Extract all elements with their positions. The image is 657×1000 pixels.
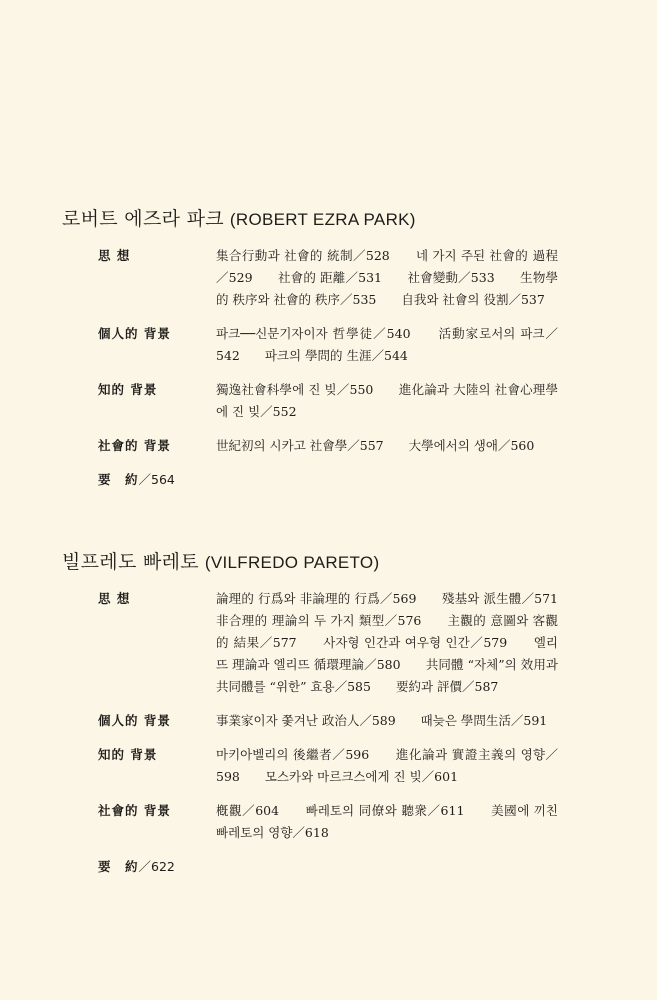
section-park (62, 204, 562, 491)
entry-text: 파크──신문기자이자 哲學徒／540 活動家로서의 파크／542 파크의 學問的 生涯／544 (216, 326, 558, 363)
entry-label: 知的 背景 (98, 747, 158, 762)
entry-label: 個人的 背景 (98, 713, 171, 728)
entry-text: 마키아벨리의 後繼者／596 進化論과 實證主義의 영향／598 모스카와 마르크스에게 진 빚／601 (216, 747, 558, 784)
entry-text: 集合行動과 社會的 統制／528 네 가지 주된 社會的 過程／529 社會的 距離／531 社會變動／533 生物學的 秩序와 社會的 秩序／535 自我와 社會의 役割／537 (216, 248, 558, 307)
summary-page: ／622 (138, 859, 175, 874)
section-title-korean: 로버트 에즈라 파크 (62, 208, 224, 230)
entry-summary (98, 856, 562, 878)
entry-text: 獨逸社會科學에 진 빚／550 進化論과 大陸의 社會心理學에 진 빚／552 (216, 382, 558, 419)
entry-label: 社會的 背景 (98, 438, 171, 453)
entry-text: 論理的 行爲와 非論理的 行爲／569 殘基와 派生體／571 非合理的 理論의 두 가지 類型／576 主觀的 意圖와 客觀的 結果／577 사자형 인간과 여우형 인간／579 엘리뜨 理論과 엘리뜨 循環理論／580 共同體 “자체”의 效用과 共同體를 “위한” 효용／585 要約과 評價／587 (216, 591, 584, 694)
entry-thought (62, 588, 584, 698)
section-pareto (62, 547, 584, 878)
entry-label: 知的 背景 (98, 382, 158, 397)
entry-label: 社會的 背景 (98, 803, 171, 818)
entry-label: 思 想 (98, 248, 131, 263)
entry-text: 事業家이자 쫓겨난 政治人／589 때늦은 學問生活／591 (216, 713, 548, 728)
entry-personal-background (62, 323, 562, 367)
entry-label: 思 想 (98, 591, 131, 606)
entry-social-background (62, 435, 562, 457)
entry-text: 槪觀／604 빠레토의 同僚와 聽衆／611 美國에 끼친 빠레토의 영향／618 (216, 803, 558, 840)
section-title-korean: 빌프레도 빠레토 (62, 551, 199, 573)
entry-summary (98, 469, 562, 491)
entry-intellectual-background (62, 744, 562, 788)
entry-social-background (62, 800, 562, 844)
entry-label: 個人的 背景 (98, 326, 171, 341)
entry-personal-background (62, 710, 562, 732)
section-title (62, 204, 562, 231)
summary-page: ／564 (138, 472, 175, 487)
entry-text: 世紀初의 시카고 社會學／557 大學에서의 생애／560 (216, 438, 535, 453)
summary-label: 要 約 (98, 472, 139, 487)
entry-thought (62, 245, 562, 311)
summary-label: 要 約 (98, 859, 139, 874)
section-title (62, 547, 562, 574)
section-title-latin: (VILFREDO PARETO) (204, 553, 380, 572)
entry-intellectual-background (62, 379, 562, 423)
section-title-latin: (ROBERT EZRA PARK) (229, 210, 416, 229)
